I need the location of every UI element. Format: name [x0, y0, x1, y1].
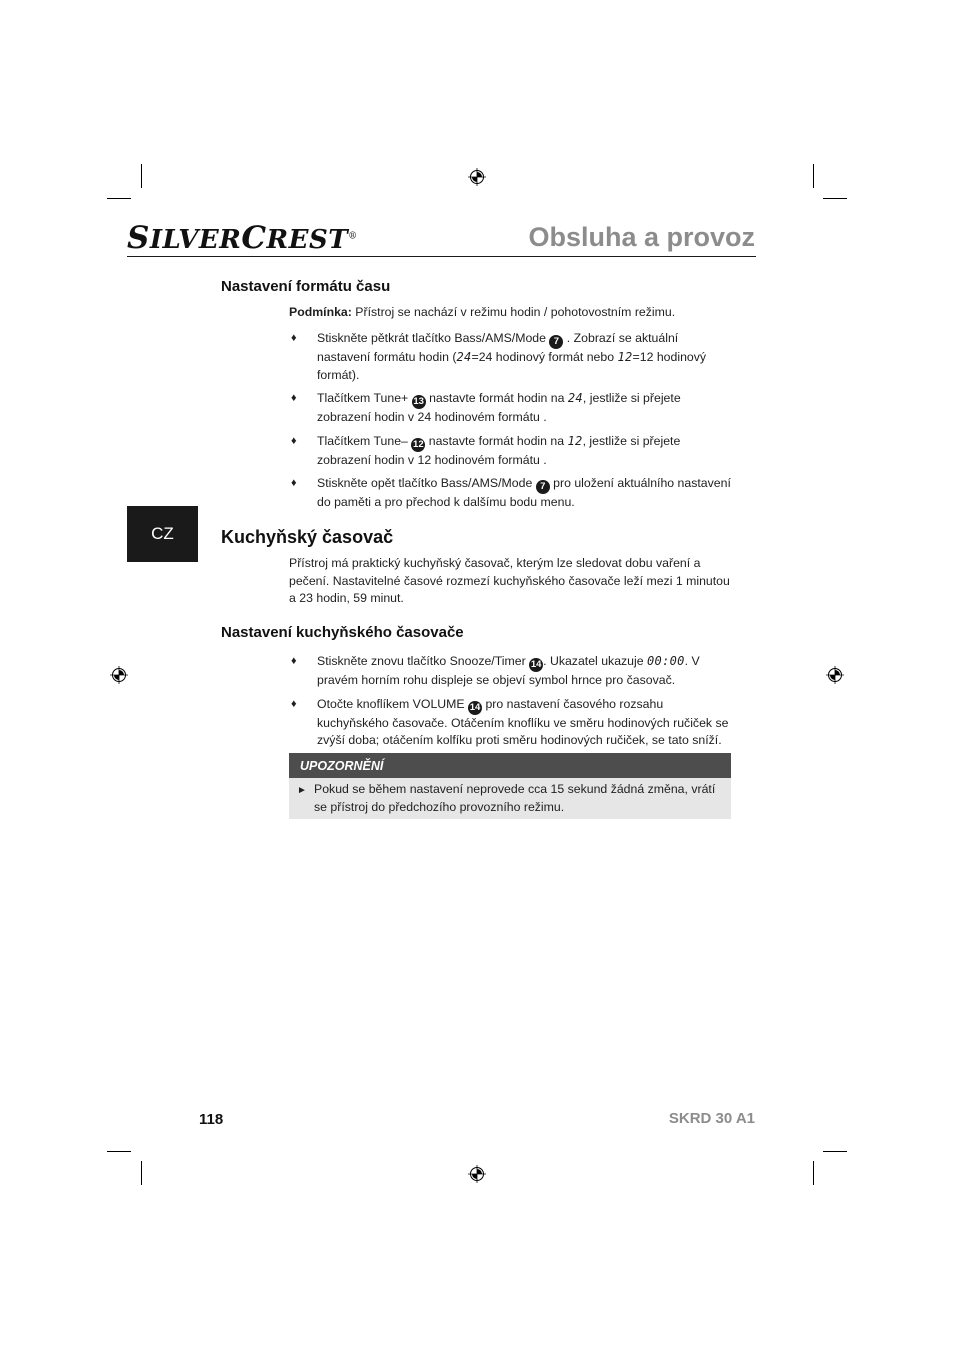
step-text: =12 hodinový formát). [317, 350, 707, 382]
crop-mark [141, 1161, 142, 1185]
page-number: 118 [199, 1111, 224, 1128]
model-number: SKRD 30 A1 [668, 1110, 755, 1127]
display-segment-text: 00:00 [647, 654, 685, 668]
notice-body [289, 778, 731, 819]
brand-text: ILVER [149, 225, 242, 255]
step-text: nastavte formát hodin na [425, 391, 568, 405]
list-item [289, 653, 734, 690]
registration-mark-icon [468, 168, 486, 186]
step-text: =24 hodinový formát nebo [471, 350, 618, 364]
list-item [289, 475, 734, 512]
brand-text: REST [266, 225, 349, 255]
step-text: pro nastavení časového rozsahu kuchyňského časovače. Otáčením knoflíku ve směru hodinových ručiček se zvýší doba; otáčením kolfíku proti směru hodinových ručiček, se tato sníží. [317, 696, 729, 747]
time-format-steps [289, 330, 734, 518]
part-number-badge: 14 [469, 701, 481, 713]
diamond-bullet-icon: ♦ [291, 392, 297, 404]
condition-text: Přístroj se nachází v režimu hodin / pohotovostním režimu. [351, 305, 676, 319]
part-number-badge: 7 [536, 480, 550, 494]
notice-text: Pokud se během nastavení neprovede cca 15 sekund žádná změna, vrátí se přístroj do předchozího provozního režimu. [314, 782, 716, 814]
list-item [289, 696, 734, 750]
crop-mark [823, 1151, 847, 1152]
crop-mark [823, 198, 847, 199]
display-segment-text: 12 [617, 350, 633, 364]
step-text: . V pravém horním rohu displeje se objeví symbol hrnce pro časovač. [317, 654, 700, 687]
step-text: . Zobrazí se aktuální nastavení formátu hodin ( [317, 331, 679, 364]
crop-mark [107, 1151, 131, 1152]
diamond-bullet-icon: ♦ [291, 477, 297, 489]
step-text: Stiskněte opět tlačítko Bass/AMS/Mode [317, 476, 536, 490]
list-item [289, 390, 734, 427]
crop-mark [813, 1161, 814, 1185]
step-text: Stiskněte pětkrát tlačítko Bass/AMS/Mode [317, 331, 550, 345]
display-segment-text: 24 [567, 391, 583, 405]
step-text: Tlačítkem Tune– [317, 433, 412, 448]
kitchen-timer-intro: Přístroj má praktický kuchyňský časovač, kterým lze sledovat dobu vaření a pečení. Nastavitelné časové rozmezí kuchyňského časovače leží mezi 1 minutou a 23 hodin, 59 minut. [289, 556, 730, 605]
language-tab: CZ [127, 506, 198, 562]
set-timer-steps [289, 653, 734, 756]
part-number-badge: 12 [413, 438, 424, 450]
crop-mark [141, 164, 142, 188]
diamond-bullet-icon: ♦ [291, 434, 297, 447]
registered-symbol: ® [348, 231, 358, 242]
crop-mark [813, 164, 814, 188]
triangle-right-icon: ► [297, 785, 307, 796]
step-text: Otočte knoflíkem VOLUME [317, 696, 469, 711]
step-text: Stiskněte znovu tlačítko Snooze/Timer [317, 654, 530, 668]
step-text: Tlačítkem Tune+ [317, 391, 412, 405]
header-divider [127, 256, 756, 257]
section-heading-set-timer: Nastavení kuchyňského časovače [221, 624, 464, 641]
display-segment-text: 24 [456, 350, 472, 364]
section-heading-kitchen-timer: Kuchyňský časovač [221, 527, 394, 547]
registration-mark-icon [468, 1165, 486, 1183]
crop-mark [107, 198, 131, 199]
list-item [289, 433, 734, 470]
diamond-bullet-icon: ♦ [291, 332, 297, 344]
part-number-badge: 14 [530, 659, 542, 670]
registration-mark-icon [826, 666, 844, 684]
condition-label: Podmínka: [289, 305, 352, 319]
diamond-bullet-icon: ♦ [291, 697, 297, 710]
chapter-title: Obsluha a provoz [528, 222, 755, 252]
brand-letter: C [241, 220, 267, 256]
notice-header: UPOZORNĚNÍ [289, 753, 731, 778]
step-text: pro uložení aktuálního nastavení do paměti a pro přechod k dalšímu bodu menu. [317, 476, 731, 509]
step-text: , jestliže si přejete zobrazení hodin v 12 hodinovém formátu . [317, 433, 681, 467]
display-segment-text: 12 [567, 433, 583, 448]
registration-mark-icon [110, 666, 128, 684]
list-item [289, 330, 734, 384]
step-text: nastavte formát hodin na [425, 433, 568, 448]
step-text: . Ukazatel ukazuje [543, 654, 648, 668]
step-text: , jestliže si přejete zobrazení hodin v 24 hodinovém formátu . [317, 391, 681, 424]
diamond-bullet-icon: ♦ [291, 655, 297, 667]
brand-logo [127, 220, 358, 256]
part-number-badge: 13 [413, 396, 424, 407]
brand-letter: S [127, 220, 150, 256]
section-heading-time-format: Nastavení formátu času [221, 278, 391, 295]
condition-paragraph [289, 304, 749, 322]
part-number-badge: 7 [549, 335, 563, 349]
